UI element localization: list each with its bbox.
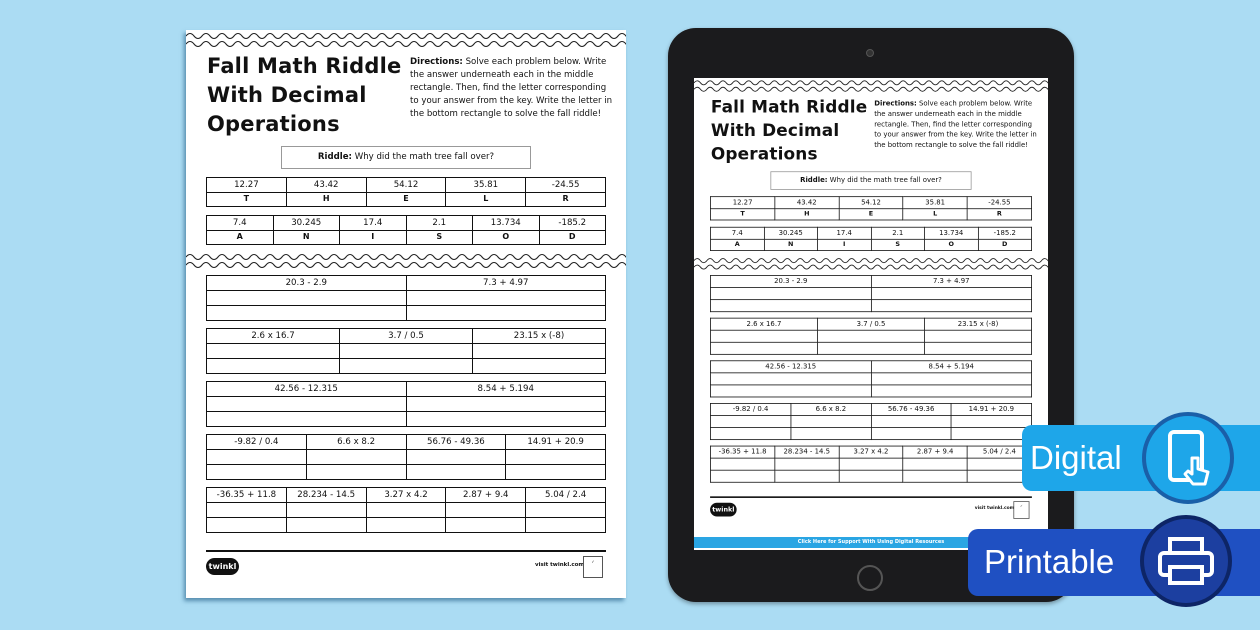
problem: 7.3 + 4.97 (871, 276, 1031, 288)
key-value: -24.55 (526, 178, 606, 193)
letter-cell[interactable] (473, 359, 606, 374)
problem: 56.76 - 49.36 (406, 435, 506, 450)
problem: 2.6 x 16.7 (207, 329, 340, 344)
answer-cell[interactable] (710, 288, 870, 300)
letter-cell[interactable] (406, 412, 606, 427)
key-value: 30.245 (764, 227, 817, 239)
letter-cell[interactable] (951, 428, 1031, 440)
answer-cell[interactable] (526, 503, 606, 518)
problem: 42.56 - 12.315 (710, 361, 870, 373)
key-value: 12.27 (207, 178, 287, 193)
riddle-box (770, 171, 971, 190)
twinkl-logo: twinkl (206, 558, 239, 575)
problem-group (710, 446, 1032, 483)
riddle-box (281, 146, 531, 169)
key-letter: H (286, 192, 366, 207)
answer-cell[interactable] (406, 450, 506, 465)
key-value: 2.1 (871, 227, 924, 239)
problem: 3.7 / 0.5 (340, 329, 473, 344)
problem: 14.91 + 20.9 (951, 403, 1031, 415)
problem: -9.82 / 0.4 (710, 403, 790, 415)
problem-group (206, 275, 606, 321)
answer-cell[interactable] (306, 450, 406, 465)
title-line: With Decimal (710, 120, 840, 140)
answer-cell[interactable] (791, 415, 871, 427)
tablet-touch-icon (1142, 412, 1234, 504)
answer-cell[interactable] (207, 397, 407, 412)
worksheet-title (207, 52, 401, 139)
letter-cell[interactable] (817, 342, 924, 354)
problem: 3.7 / 0.5 (817, 318, 924, 330)
letter-cell[interactable] (207, 306, 407, 321)
answer-cell[interactable] (710, 415, 790, 427)
problem-group (206, 487, 606, 533)
key-letter: O (473, 230, 540, 245)
answer-cell[interactable] (710, 458, 774, 470)
answer-cell[interactable] (207, 344, 340, 359)
letter-cell[interactable] (506, 465, 606, 480)
printable-label: Printable (984, 543, 1115, 580)
problem: 5.04 / 2.4 (526, 488, 606, 503)
letter-cell[interactable] (871, 385, 1031, 397)
problem: 3.27 x 4.2 (839, 446, 903, 458)
quality-stamp-icon: ✓ (1013, 501, 1029, 519)
key-letter: I (340, 230, 407, 245)
letter-cell[interactable] (903, 470, 967, 482)
digital-worksheet (694, 78, 1048, 535)
problem: -36.35 + 11.8 (207, 488, 287, 503)
problem: 8.54 + 5.194 (406, 382, 606, 397)
letter-cell[interactable] (406, 465, 506, 480)
problem: 6.6 x 8.2 (791, 403, 871, 415)
problem: 7.3 + 4.97 (406, 276, 606, 291)
problem-group (206, 328, 606, 374)
printable-worksheet (186, 30, 626, 598)
problem: 14.91 + 20.9 (506, 435, 606, 450)
worksheet-title (711, 96, 867, 166)
visit-link[interactable]: visit twinkl.com (974, 505, 1015, 511)
letter-cell[interactable] (406, 306, 606, 321)
key-letter: L (446, 192, 526, 207)
problem-group (710, 318, 1032, 355)
key-letter: I (817, 239, 870, 251)
letter-cell[interactable] (207, 518, 287, 533)
answer-cell[interactable] (286, 503, 366, 518)
footer-divider (710, 496, 1032, 498)
key-letter: N (273, 230, 340, 245)
key-letter: S (871, 239, 924, 251)
letter-cell[interactable] (839, 470, 903, 482)
key-value: 30.245 (273, 216, 340, 231)
wavy-divider (186, 30, 626, 50)
directions-text: Solve each problem below. Write the answer underneath each in the middle rectangle. Then, find the letter corresponding to your answer from the key. Write the letter in the bottom rectangle to solve the fall riddle! (874, 99, 1037, 150)
footer-divider (206, 550, 606, 552)
problem: 8.54 + 5.194 (871, 361, 1031, 373)
key-letter: A (207, 230, 274, 245)
directions-text: Solve each problem below. Write the answer underneath each in the middle rectangle. Then, find the letter corresponding to your answer from the key. Write the letter in the bottom rectangle to solve the fall riddle! (410, 57, 613, 119)
answer-key-table (710, 196, 1032, 220)
key-value: -24.55 (967, 197, 1031, 209)
letter-cell[interactable] (526, 518, 606, 533)
answer-cell[interactable] (817, 330, 924, 342)
answer-cell[interactable] (340, 344, 473, 359)
letter-cell[interactable] (207, 359, 340, 374)
home-button[interactable] (857, 565, 883, 591)
problem-group (206, 381, 606, 427)
problem-group (710, 360, 1032, 397)
letter-cell[interactable] (366, 518, 446, 533)
printer-icon (1140, 515, 1232, 607)
key-letter: R (967, 208, 1031, 220)
letter-cell[interactable] (924, 342, 1031, 354)
answer-cell[interactable] (710, 330, 817, 342)
problem: 2.6 x 16.7 (710, 318, 817, 330)
tablet-device (668, 28, 1074, 602)
digital-label: Digital (1030, 439, 1122, 476)
camera-icon (866, 49, 874, 57)
answer-cell[interactable] (366, 503, 446, 518)
letter-cell[interactable] (775, 470, 839, 482)
answer-cell[interactable] (710, 373, 870, 385)
key-letter: N (764, 239, 817, 251)
letter-cell[interactable] (207, 412, 407, 427)
problem-group (710, 275, 1032, 312)
problem: 28.234 - 14.5 (775, 446, 839, 458)
key-value: 43.42 (775, 197, 839, 209)
key-value: -185.2 (539, 216, 606, 231)
problem: 3.27 x 4.2 (366, 488, 446, 503)
riddle-text: Why did the math tree fall over? (351, 152, 495, 162)
directions (410, 56, 615, 121)
problem: 42.56 - 12.315 (207, 382, 407, 397)
answer-cell[interactable] (406, 291, 606, 306)
problem: 56.76 - 49.36 (871, 403, 951, 415)
problem: 2.87 + 9.4 (903, 446, 967, 458)
directions (874, 99, 1039, 151)
letter-cell[interactable] (710, 428, 790, 440)
answer-cell[interactable] (207, 503, 287, 518)
answer-key-table (206, 177, 606, 207)
key-letter: D (539, 230, 606, 245)
letter-cell[interactable] (446, 518, 526, 533)
title-line: Operations (207, 112, 340, 136)
answer-cell[interactable] (473, 344, 606, 359)
directions-label: Directions: (874, 99, 917, 108)
letter-cell[interactable] (207, 465, 307, 480)
letter-cell[interactable] (710, 342, 817, 354)
answer-cell[interactable] (446, 503, 526, 518)
letter-cell[interactable] (871, 428, 951, 440)
key-letter: R (526, 192, 606, 207)
letter-cell[interactable] (286, 518, 366, 533)
key-letter: A (710, 239, 763, 251)
key-value: 2.1 (406, 216, 473, 231)
riddle-label: Riddle: (317, 152, 352, 162)
answer-cell[interactable] (775, 458, 839, 470)
title-line: With Decimal (207, 83, 367, 107)
key-letter: E (839, 208, 903, 220)
visit-link[interactable]: visit twinkl.com (535, 562, 585, 568)
answer-cell[interactable] (506, 450, 606, 465)
key-letter: H (775, 208, 839, 220)
title-line: Fall Math Riddle (710, 97, 868, 117)
digital-badge (1022, 425, 1260, 491)
wavy-divider (694, 256, 1048, 272)
key-value: 13.734 (924, 227, 977, 239)
problem: 28.234 - 14.5 (286, 488, 366, 503)
letter-cell[interactable] (871, 300, 1031, 312)
key-letter: L (903, 208, 967, 220)
answer-cell[interactable] (839, 458, 903, 470)
problem: 2.87 + 9.4 (446, 488, 526, 503)
key-value: 12.27 (710, 197, 774, 209)
title-line: Fall Math Riddle (207, 54, 402, 78)
letter-cell[interactable] (710, 385, 870, 397)
directions-label: Directions: (410, 57, 463, 67)
riddle-text: Why did the math tree fall over? (827, 176, 942, 185)
support-link[interactable]: Click Here for Support With Using Digital Resources (694, 537, 1048, 548)
answer-key-table (206, 215, 606, 245)
problem: -9.82 / 0.4 (207, 435, 307, 450)
key-value: 35.81 (903, 197, 967, 209)
letter-cell[interactable] (306, 465, 406, 480)
answer-cell[interactable] (871, 415, 951, 427)
problem-group (710, 403, 1032, 440)
wavy-divider (186, 251, 626, 271)
problem: 6.6 x 8.2 (306, 435, 406, 450)
key-letter: S (406, 230, 473, 245)
key-value: 7.4 (710, 227, 763, 239)
key-value: 17.4 (340, 216, 407, 231)
key-letter: O (924, 239, 977, 251)
answer-cell[interactable] (903, 458, 967, 470)
problem: 20.3 - 2.9 (207, 276, 407, 291)
key-letter: T (207, 192, 287, 207)
answer-key-table (710, 227, 1032, 251)
key-value: 54.12 (366, 178, 446, 193)
title-line: Operations (710, 143, 818, 164)
riddle-label: Riddle: (800, 176, 828, 185)
key-letter: D (978, 239, 1031, 251)
problem: 23.15 x (-8) (924, 318, 1031, 330)
answer-cell[interactable] (207, 450, 307, 465)
answer-cell[interactable] (406, 397, 606, 412)
key-value: 35.81 (446, 178, 526, 193)
key-value: 13.734 (473, 216, 540, 231)
key-value: 43.42 (286, 178, 366, 193)
problem: 5.04 / 2.4 (967, 446, 1031, 458)
problem-group (206, 434, 606, 480)
wavy-divider (694, 78, 1048, 94)
key-letter: E (366, 192, 446, 207)
answer-cell[interactable] (924, 330, 1031, 342)
tablet-screen (694, 78, 1048, 550)
answer-cell[interactable] (871, 288, 1031, 300)
answer-cell[interactable] (871, 373, 1031, 385)
letter-cell[interactable] (710, 300, 870, 312)
problem: -36.35 + 11.8 (710, 446, 774, 458)
answer-cell[interactable] (951, 415, 1031, 427)
key-letter: T (710, 208, 774, 220)
key-value: 7.4 (207, 216, 274, 231)
problem: 20.3 - 2.9 (710, 276, 870, 288)
quality-stamp-icon: ✓ (583, 556, 603, 578)
key-value: 17.4 (817, 227, 870, 239)
printable-badge (968, 529, 1260, 596)
key-value: 54.12 (839, 197, 903, 209)
letter-cell[interactable] (710, 470, 774, 482)
problem: 23.15 x (-8) (473, 329, 606, 344)
letter-cell[interactable] (791, 428, 871, 440)
answer-cell[interactable] (207, 291, 407, 306)
twinkl-logo: twinkl (710, 503, 737, 517)
key-value: -185.2 (978, 227, 1031, 239)
letter-cell[interactable] (340, 359, 473, 374)
